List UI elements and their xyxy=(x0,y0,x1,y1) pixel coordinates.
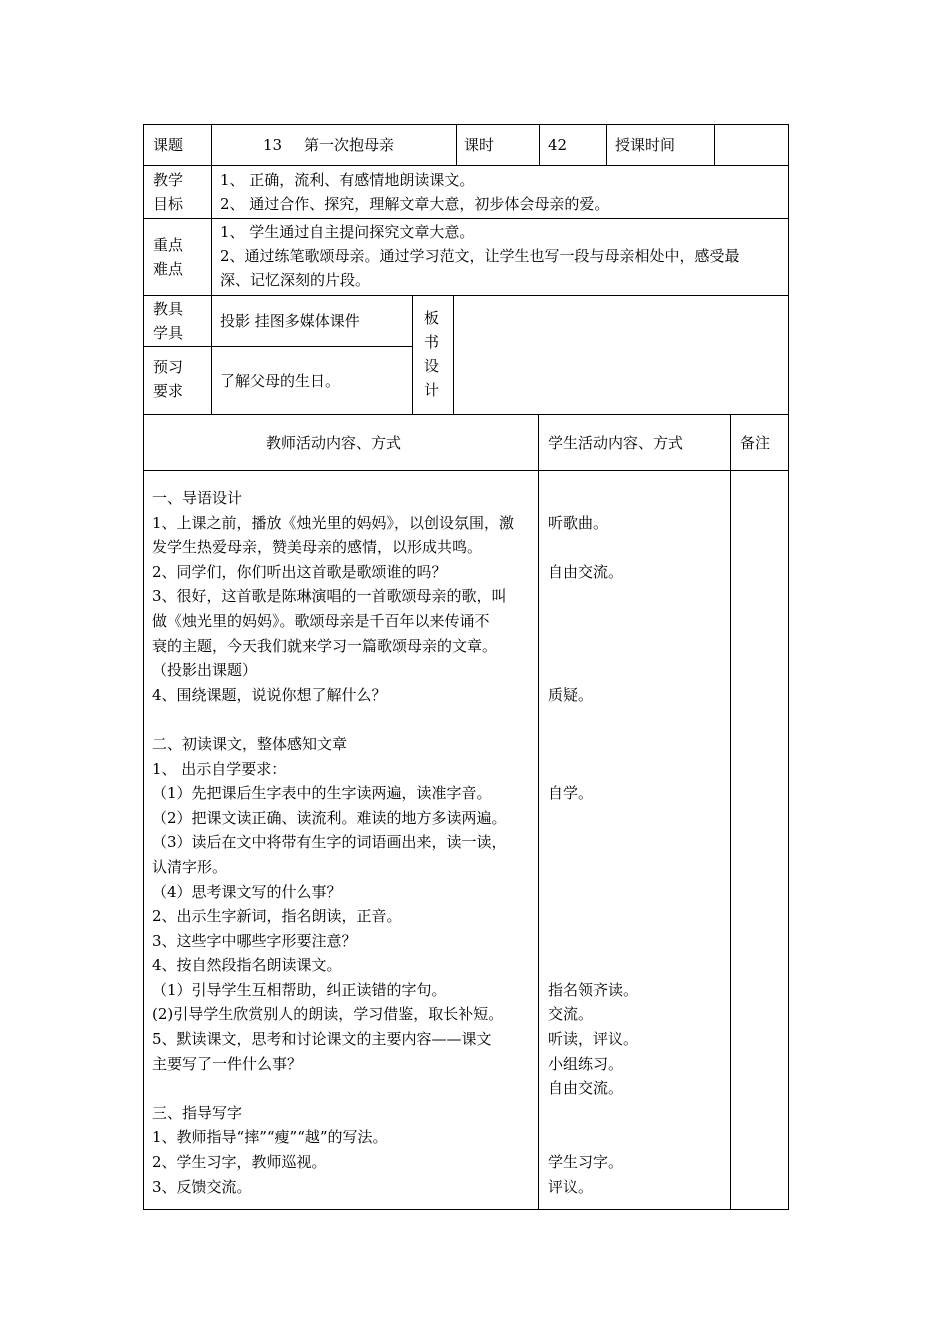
student-activity-line xyxy=(548,634,638,659)
board-char: 计 xyxy=(424,381,440,399)
teacher-activity-line: 3、反馈交流。 xyxy=(152,1177,252,1196)
row-divider xyxy=(144,414,788,415)
lesson-number: 13 xyxy=(263,136,283,154)
teacher-activity-line: 4、围绕课题，说说你想了解什么？ xyxy=(152,685,387,704)
student-activity-line xyxy=(548,486,638,511)
teacher-column-header: 教师活动内容、方式 xyxy=(266,434,402,452)
teacher-activity-line: （2）把课文读正确、读流利。难读的地方多读两遍。 xyxy=(152,808,507,827)
teacher-activity-line: 做《烛光里的妈妈》。歌颂母亲是千百年以来传诵不 xyxy=(152,611,490,630)
col-divider xyxy=(714,125,715,165)
teacher-activity-line: （4）思考课文写的什么事？ xyxy=(152,882,342,901)
row-divider xyxy=(144,346,412,347)
tools-value-part1: 投影 挂图 xyxy=(220,312,285,330)
row-divider xyxy=(144,165,788,166)
keypoint-line: 深、记忆深刻的片段。 xyxy=(220,271,371,289)
tools-label-1: 教具 xyxy=(153,300,184,318)
student-activity-line xyxy=(548,880,638,905)
student-activity-line xyxy=(548,929,638,954)
teacher-activity-line: 3、很好，这首歌是陈琳演唱的一首歌颂母亲的歌，叫 xyxy=(152,587,507,606)
student-activity-line: 交流。 xyxy=(548,1005,594,1024)
board-char: 板 xyxy=(424,309,440,327)
lesson-title: 第一次抱母亲 xyxy=(304,136,395,154)
student-activity-line: 自学。 xyxy=(548,784,594,803)
student-column-header: 学生活动内容、方式 xyxy=(548,434,684,452)
period-value: 42 xyxy=(548,136,568,154)
student-activity-line xyxy=(548,953,638,978)
student-activity-line: 小组练习。 xyxy=(548,1054,624,1073)
teacher-activity-line: 1、教师指导“摔”“瘦”“越”的写法。 xyxy=(152,1128,388,1147)
preview-value: 了解父母的生日。 xyxy=(220,372,341,390)
student-activity-line xyxy=(548,1101,638,1126)
preview-label-2: 要求 xyxy=(153,382,184,400)
keypoint-line: 1、 学生通过自主提问探究文章大意。 xyxy=(220,223,475,241)
teacher-activity-line: 2、同学们，你们听出这首歌是歌颂谁的吗？ xyxy=(152,562,447,581)
teacher-activity-line: 发学生热爱母亲，赞美母亲的感情，以形成共鸣。 xyxy=(152,538,483,557)
period-label: 课时 xyxy=(464,136,495,154)
teacher-activity-line xyxy=(152,1076,514,1101)
teacher-activity-line xyxy=(152,707,514,732)
student-activity-line: 自由交流。 xyxy=(548,1079,624,1098)
teacher-activity-line: （投影出课题） xyxy=(152,661,258,680)
col-divider xyxy=(412,295,413,414)
tools-value xyxy=(220,309,360,333)
objectives-label-1: 教学 xyxy=(153,171,184,189)
student-activity-line xyxy=(548,1125,638,1150)
keypoint-line: 2、通过练笔歌颂母亲。通过学习范文，让学生也写一段与母亲相处中，感受最 xyxy=(220,247,740,265)
student-activity-line xyxy=(548,707,638,732)
student-activity-line: 评议。 xyxy=(548,1177,594,1196)
student-activity-line: 学生习字。 xyxy=(548,1153,624,1172)
col-divider xyxy=(539,125,540,165)
teacher-activity-line: （1）先把课后生字表中的生字读两遍，读准字音。 xyxy=(152,784,492,803)
student-activity-line xyxy=(548,806,638,831)
student-activity-line xyxy=(548,732,638,757)
student-activity-line xyxy=(548,535,638,560)
lesson-label: 课题 xyxy=(153,136,184,154)
keypoints-label-2: 难点 xyxy=(153,260,184,278)
teacher-activity-line: 2、学生习字，教师巡视。 xyxy=(152,1153,327,1172)
teacher-activity-line: 衰的主题，今天我们就来学习一篇歌颂母亲的文章。 xyxy=(152,636,498,655)
col-divider xyxy=(453,295,454,414)
student-activity-line xyxy=(548,904,638,929)
student-activity-line xyxy=(548,855,638,880)
teacher-activity-line: 三、指导写字 xyxy=(152,1103,243,1122)
board-char: 书 xyxy=(424,333,440,351)
student-activity-line xyxy=(548,609,638,634)
teacher-activity-line: 2、出示生字新词，指名朗读，正音。 xyxy=(152,907,402,926)
row-divider xyxy=(144,218,788,219)
student-activity-line: 听歌曲。 xyxy=(548,513,609,532)
teacher-activity-line: 一、导语设计 xyxy=(152,489,243,507)
student-activity-line: 指名领齐读。 xyxy=(548,980,639,999)
teacher-activity-line: 1、上课之前，播放《烛光里的妈妈》，以创设氛围，激 xyxy=(152,513,515,532)
row-divider xyxy=(144,295,788,296)
row-divider xyxy=(144,470,788,471)
col-divider xyxy=(211,165,212,414)
teacher-activity-line: (2)引导学生欣赏别人的朗读，学习借鉴，取长补短。 xyxy=(152,1005,504,1024)
objectives-label-2: 目标 xyxy=(153,195,184,213)
student-activity-line xyxy=(548,658,638,683)
teacher-activity-line: 5、默读课文，思考和讨论课文的主要内容——课文 xyxy=(152,1030,492,1049)
student-activity-line xyxy=(548,757,638,782)
tools-label-2: 学具 xyxy=(153,324,184,342)
teacher-activity-line: 认清字形。 xyxy=(152,857,228,876)
objective-line: 1、 正确，流利、有感情地朗读课文。 xyxy=(220,171,475,189)
col-divider xyxy=(456,125,457,165)
teacher-activity-line: 二、初读课文，整体感知文章 xyxy=(152,734,348,753)
board-char: 设 xyxy=(424,357,440,375)
teacher-activity-line: 主要写了一件什么事？ xyxy=(152,1054,303,1073)
col-divider xyxy=(538,414,539,1209)
col-divider xyxy=(606,125,607,165)
col-divider xyxy=(211,125,212,165)
notes-column-header: 备注 xyxy=(740,434,771,452)
preview-label-1: 预习 xyxy=(153,358,184,376)
student-activity-line: 听读，评议。 xyxy=(548,1030,639,1049)
teacher-activity-line: 3、这些字中哪些字形要注意？ xyxy=(152,931,357,950)
teacher-activity-line: 1、 出示自学要求： xyxy=(152,759,287,778)
student-activity-line xyxy=(548,584,638,609)
student-activity-line: 自由交流。 xyxy=(548,562,624,581)
lesson-plan-table xyxy=(143,124,789,1210)
keypoints-label-1: 重点 xyxy=(153,236,184,254)
teacher-activities xyxy=(152,486,514,1199)
student-activity-line xyxy=(548,830,638,855)
teacher-activity-line: （3）读后在文中将带有生字的词语画出来，读一读， xyxy=(152,833,507,852)
col-divider xyxy=(730,414,731,1209)
teacher-activity-line: （1）引导学生互相帮助，纠正读错的字句。 xyxy=(152,980,447,999)
student-activities xyxy=(548,486,638,1199)
student-activity-line: 质疑。 xyxy=(548,685,594,704)
tools-value-part2: 多媒体课件 xyxy=(284,312,360,330)
teacher-activity-line: 4、按自然段指名朗读课文。 xyxy=(152,956,342,975)
time-label: 授课时间 xyxy=(615,136,676,154)
objective-line: 2、 通过合作、探究，理解文章大意，初步体会母亲的爱。 xyxy=(220,195,610,213)
